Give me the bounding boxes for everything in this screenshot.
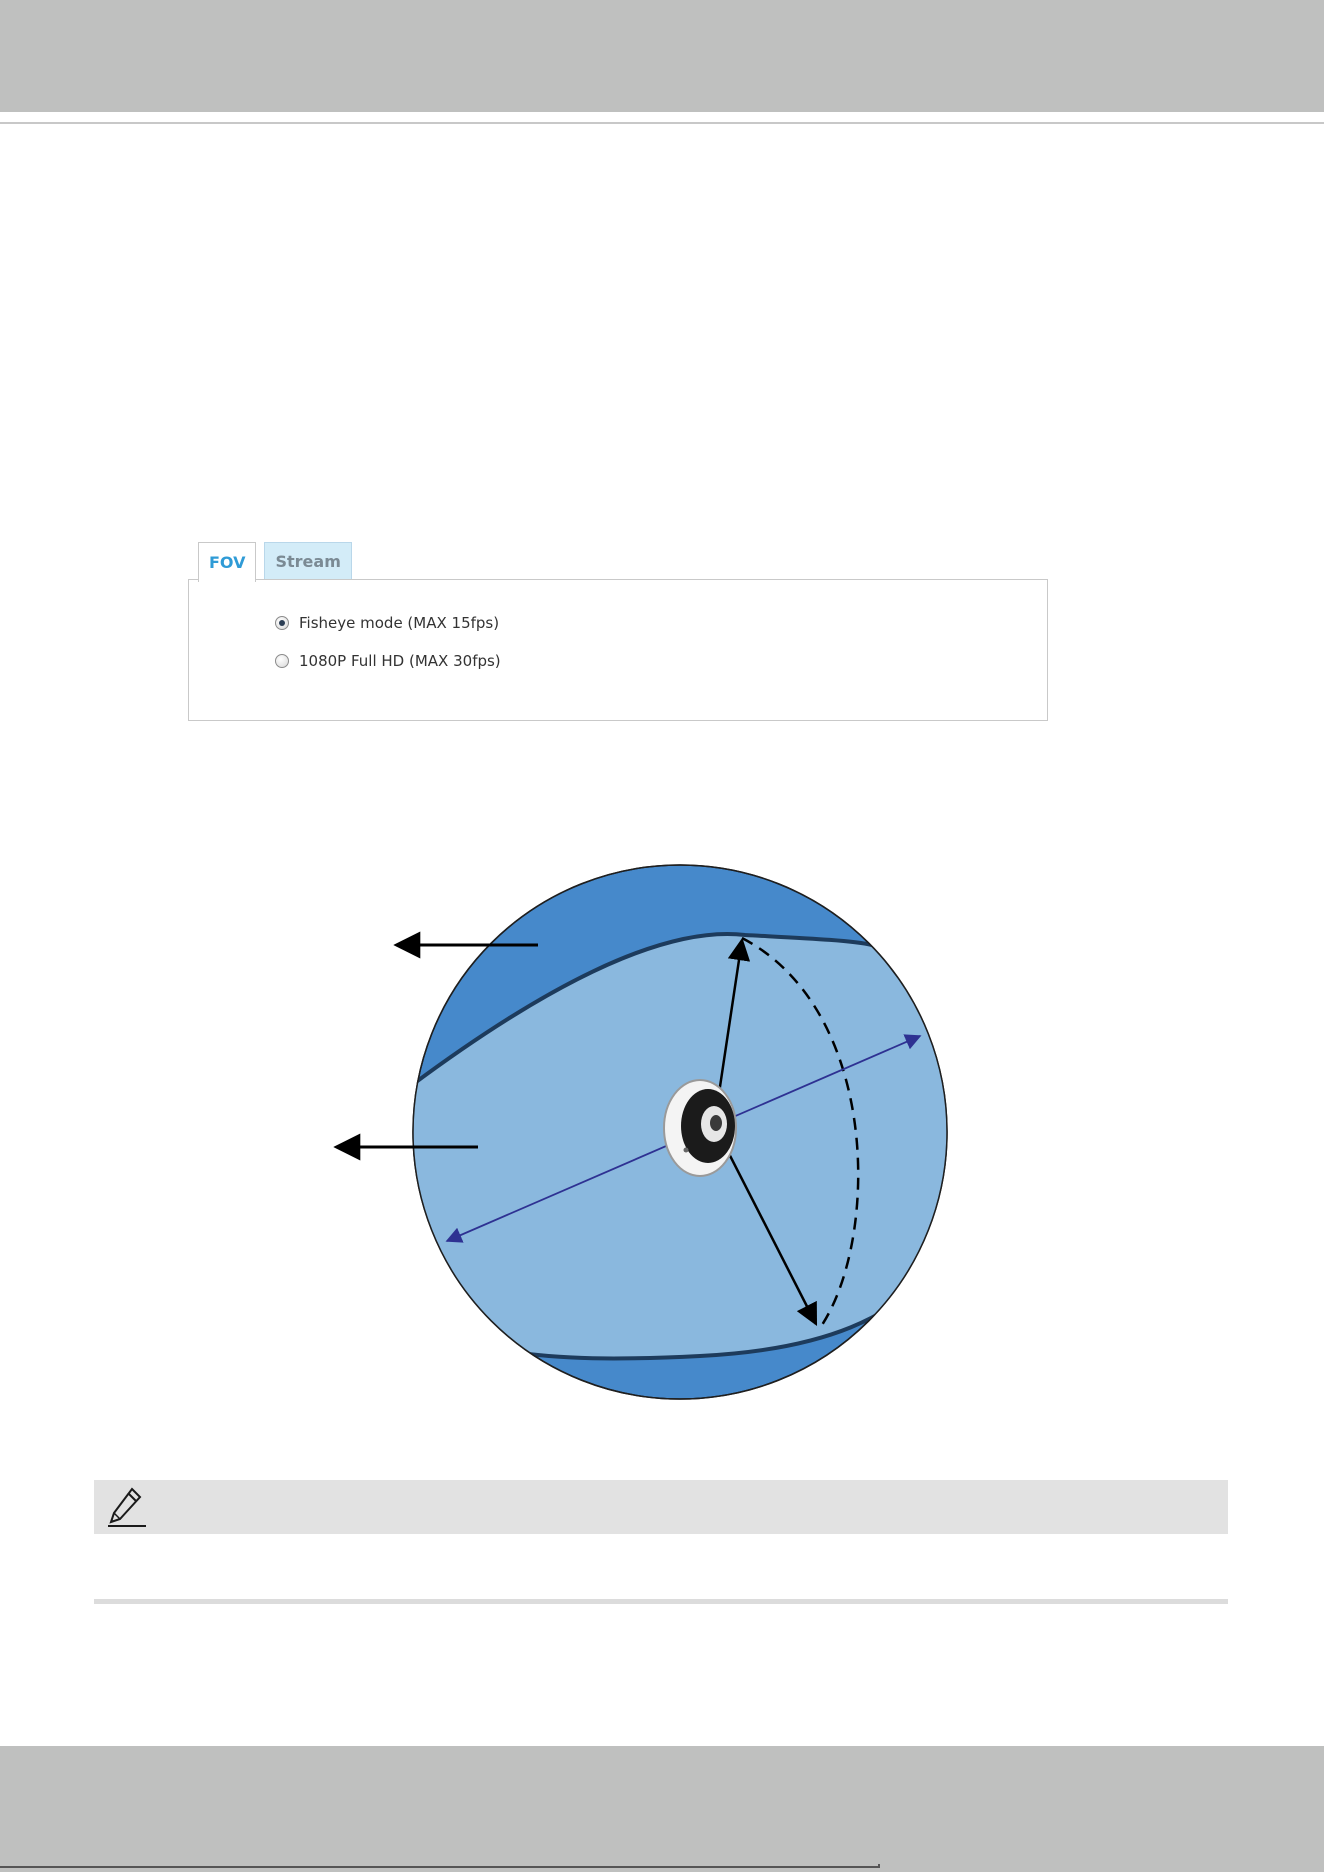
fullhd-label: 1080P Full HD (MAX 30fps) (299, 652, 501, 670)
fisheye-camera-icon (664, 1080, 736, 1176)
footer-band (0, 1746, 1324, 1872)
footer-rule (0, 1866, 878, 1868)
tab-fov[interactable]: FOV (198, 542, 256, 582)
footer-rule-tick (878, 1864, 880, 1868)
fisheye-label: Fisheye mode (MAX 15fps) (299, 614, 500, 632)
pencil-icon (106, 1486, 146, 1528)
tab-stream[interactable]: Stream (264, 542, 351, 580)
note-bar (94, 1480, 1228, 1534)
section-separator (94, 1599, 1228, 1604)
